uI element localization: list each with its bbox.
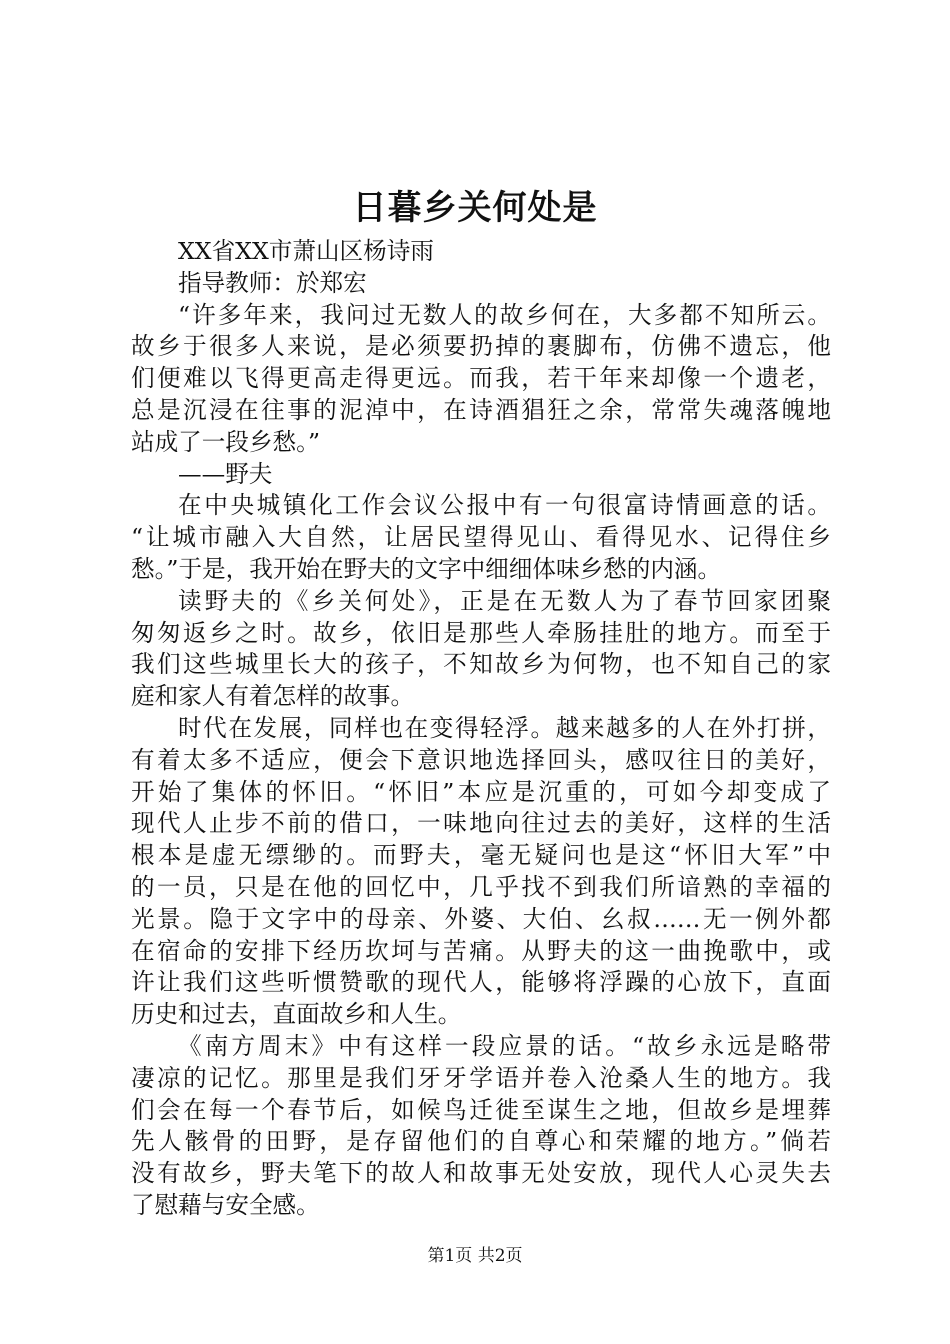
text-line: 现代人止步不前的借口，一味地向往过去的美好，这样的生活 bbox=[131, 809, 831, 838]
text-line: 读野夫的《乡关何处》，正是在无数人为了春节回家团聚 bbox=[178, 586, 831, 615]
text-line: 们便难以飞得更高走得更远。而我，若干年来却像一个遗老， bbox=[131, 364, 831, 393]
text-line: 总是沉浸在往事的泥淖中，在诗酒猖狂之余，常常失魂落魄地 bbox=[131, 395, 831, 424]
text-line: 站成了一段乡愁。” bbox=[131, 427, 321, 456]
text-line: 许让我们这些听惯赞歌的现代人，能够将浮躁的心放下，直面 bbox=[131, 968, 831, 997]
text-line: 历史和过去，直面故乡和人生。 bbox=[131, 1000, 462, 1029]
text-line: 愁。”于是，我开始在野夫的文字中细细体味乡愁的内涵。 bbox=[131, 554, 722, 583]
text-line: 我们这些城里长大的孩子，不知故乡为何物，也不知自己的家 bbox=[131, 650, 831, 679]
text-line: 了慰藉与安全感。 bbox=[131, 1190, 320, 1219]
text-line: 先人骸骨的田野，是存留他们的自尊心和荣耀的地方。”倘若 bbox=[131, 1127, 831, 1156]
paragraph bbox=[131, 586, 831, 713]
paragraph bbox=[131, 490, 831, 585]
document-title: 日暮乡关何处是 bbox=[352, 188, 598, 228]
teacher-line: 指导教师：於郑宏 bbox=[178, 268, 367, 297]
document-body bbox=[131, 236, 831, 1222]
text-line: 时代在发展，同样也在变得轻浮。越来越多的人在外打拼， bbox=[178, 713, 831, 742]
text-line: 没有故乡，野夫笔下的故人和故事无处安放，现代人心灵失去 bbox=[131, 1159, 831, 1188]
text-line: 故乡于很多人来说，是必须要扔掉的裹脚布，仿佛不遗忘，他 bbox=[131, 332, 831, 361]
page-footer: 第1页 共2页 bbox=[427, 1246, 523, 1266]
text-line: 有着太多不适应，便会下意识地选择回头，感叹往日的美好， bbox=[131, 745, 831, 774]
text-line: 在宿命的安排下经历坎坷与苦痛。从野夫的这一曲挽歌中，或 bbox=[131, 936, 831, 965]
text-line: 根本是虚无缥缈的。而野夫，毫无疑问也是这“怀旧大军”中 bbox=[131, 841, 831, 870]
paragraph bbox=[131, 713, 831, 1031]
text-line: 光景。隐于文字中的母亲、外婆、大伯、幺叔……无一例外都 bbox=[131, 904, 831, 933]
quote-attribution: ——野夫 bbox=[178, 459, 273, 488]
text-line: 在中央城镇化工作会议公报中有一句很富诗情画意的话。 bbox=[178, 491, 831, 520]
text-line: 庭和家人有着怎样的故事。 bbox=[131, 682, 415, 711]
text-line: 开始了集体的怀旧。“怀旧”本应是沉重的，可如今却变成了 bbox=[131, 777, 831, 806]
epigraph-quote bbox=[131, 300, 831, 459]
text-line: 匆匆返乡之时。故乡，依旧是那些人牵肠挂肚的地方。而至于 bbox=[131, 618, 831, 647]
paragraph bbox=[131, 1031, 831, 1222]
text-line: 的一员，只是在他的回忆中，几乎找不到我们所谙熟的幸福的 bbox=[131, 872, 831, 901]
text-line: 《南方周末》中有这样一段应景的话。“故乡永远是略带 bbox=[178, 1031, 831, 1060]
text-line: 凄凉的记忆。那里是我们牙牙学语并卷入沧桑人生的地方。我 bbox=[131, 1063, 831, 1092]
text-line: “让城市融入大自然，让居民望得见山、看得见水、记得住乡 bbox=[131, 523, 831, 552]
author-line: XX省XX市萧山区杨诗雨 bbox=[178, 237, 434, 265]
text-line: “许多年来，我问过无数人的故乡何在，大多都不知所云。 bbox=[178, 300, 831, 329]
text-line: 们会在每一个春节后，如候鸟迁徙至谋生之地，但故乡是埋葬 bbox=[131, 1095, 831, 1124]
